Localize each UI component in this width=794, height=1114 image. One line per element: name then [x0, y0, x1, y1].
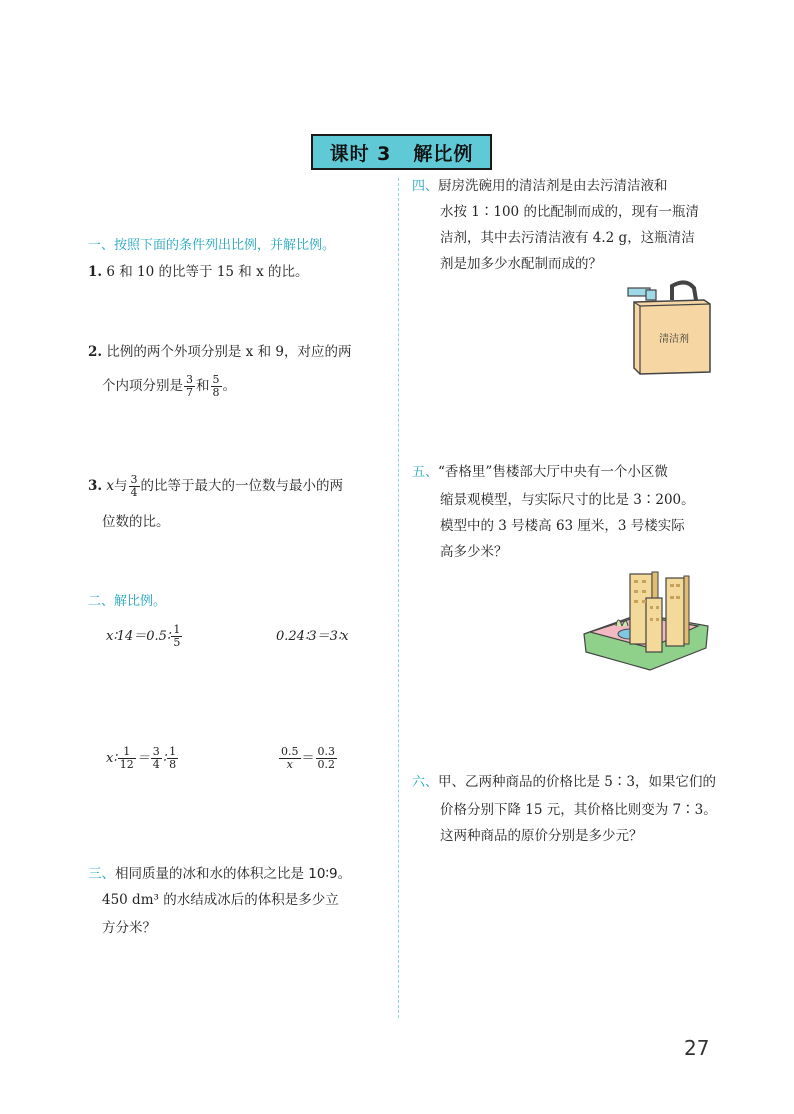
variable-x: x — [106, 478, 115, 494]
question-3-line2: 位数的比。 — [102, 514, 170, 530]
question-3-number: 3. — [88, 478, 103, 494]
question-3-text-1b: 的比等于最大的一位数与最小的两 — [140, 478, 344, 494]
fraction-1-5 — [171, 624, 182, 649]
question-2-number: 2. — [88, 344, 103, 360]
question-2-text-2a: 个内项分别是 — [102, 378, 183, 394]
fraction-denominator: 0.2 — [317, 758, 336, 771]
section4-line4: 剂是加多少水配制而成的？ — [440, 256, 602, 272]
fraction-denominator: 12 — [119, 758, 134, 771]
fraction-numerator: 3 — [152, 745, 160, 758]
section5-text-1: “香格里”售楼部大厅中央有一个小区微 — [438, 464, 668, 480]
section5-line4: 高多少米？ — [440, 544, 508, 560]
fraction-numerator: 5 — [212, 373, 220, 386]
question-2-line1 — [88, 342, 351, 362]
equation-2: 0.24∶3＝3∶x — [276, 629, 349, 644]
section3-text: 相同质量的冰和水的体积之比是 10∶9。 — [115, 866, 352, 882]
lesson-title — [311, 134, 492, 170]
equation-4-text-b: ＝ — [301, 751, 315, 766]
section5-line3: 模型中的 3 号楼高 63 厘米，3 号楼实际 — [440, 518, 685, 534]
section6-text-1: 甲、乙两种商品的价格比是 5∶3，如果它们的 — [438, 774, 716, 790]
detergent-bottle-illustration — [616, 280, 716, 378]
fraction-denominator: 4 — [130, 486, 138, 499]
fraction-05-x — [279, 746, 301, 771]
equation-3-text-b: ＝ — [136, 751, 150, 766]
section4-line3: 洁剂，其中去污清洁液有 4.2 g，这瓶清洁 — [440, 230, 695, 246]
lesson-title-part1: 课时 3 — [329, 142, 392, 165]
section3-prefix: 三、 — [88, 866, 115, 882]
section1-heading: 一、按照下面的条件列出比例，并解比例。 — [88, 238, 336, 253]
equation-1-text: x∶14＝0.5∶ — [106, 629, 171, 644]
fraction-3-4-b — [151, 746, 162, 771]
equation-1 — [106, 624, 183, 650]
fraction-denominator: 8 — [212, 386, 220, 399]
section4-heading: 四、 — [412, 179, 439, 194]
fraction-denominator: 4 — [152, 758, 160, 771]
question-2-line2 — [102, 372, 236, 400]
fraction-5-8 — [211, 374, 222, 399]
question-2-text-1: 比例的两个外项分别是 x 和 9，对应的两 — [106, 344, 352, 360]
question-3-text-1a: 与 — [114, 478, 128, 494]
section3-line2: 450 dm³ 的水结成冰后的体积是多少立 — [102, 892, 339, 908]
fraction-numerator: 0.5 — [281, 745, 299, 758]
section6-line3: 这两种商品的原价分别是多少元？ — [440, 828, 643, 844]
section4-line2: 水按 1∶100 的比配制而成的，现有一瓶清 — [440, 204, 699, 220]
column-divider — [398, 178, 399, 1018]
question-3-line1 — [88, 472, 343, 500]
fraction-denominator: 8 — [169, 758, 177, 771]
fraction-3-4 — [129, 474, 140, 499]
equation-4 — [278, 746, 338, 772]
section4-text-1: 厨房洗碗用的清洁剂是由去污清洁液和 — [438, 178, 668, 194]
building-model-illustration — [580, 568, 712, 672]
page-number: 27 — [684, 1036, 710, 1060]
section2-heading: 二、解比例。 — [88, 594, 167, 609]
question-2-text-2b: 和 — [196, 378, 210, 394]
fraction-numerator: 1 — [169, 745, 177, 758]
fraction-denominator: 7 — [186, 386, 193, 399]
fraction-numerator: 3 — [186, 373, 193, 386]
fraction-3-7 — [184, 374, 195, 399]
section4-line1 — [412, 176, 668, 197]
section5-line1 — [412, 462, 668, 483]
section6-line1 — [412, 772, 716, 793]
section3-line3: 方分米？ — [102, 920, 156, 936]
bottle-label: 清洁剂 — [659, 334, 689, 345]
fraction-denominator: 5 — [173, 636, 181, 649]
section3-text-1 — [88, 866, 351, 882]
fraction-denominator: x — [286, 758, 293, 771]
section6-line2: 价格分别下降 15 元，其价格比则变为 7∶3。 — [440, 802, 717, 818]
fraction-numerator: 0.3 — [317, 745, 336, 758]
fraction-1-8 — [167, 746, 178, 771]
fraction-1-12 — [118, 746, 136, 771]
question-1 — [88, 262, 309, 282]
section5-line2: 缩景观模型，与实际尺寸的比是 3∶200。 — [440, 492, 695, 508]
equation-3-text-c: ∶ — [162, 751, 167, 766]
question-1-text: 6 和 10 的比等于 15 和 x 的比。 — [106, 264, 309, 280]
fraction-numerator: 1 — [173, 623, 181, 636]
fraction-numerator: 1 — [118, 746, 136, 759]
section5-heading: 五、 — [412, 465, 439, 480]
question-1-number: 1. — [88, 264, 103, 280]
equation-3-text-a: x∶ — [106, 751, 117, 766]
fraction-numerator: 3 — [130, 473, 138, 486]
section6-heading: 六、 — [412, 775, 439, 790]
section3-heading — [88, 864, 351, 884]
fraction-03-02 — [316, 746, 338, 771]
lesson-title-part2: 解比例 — [413, 142, 474, 165]
question-2-text-2c: 。 — [222, 378, 236, 394]
equation-3 — [106, 746, 179, 772]
